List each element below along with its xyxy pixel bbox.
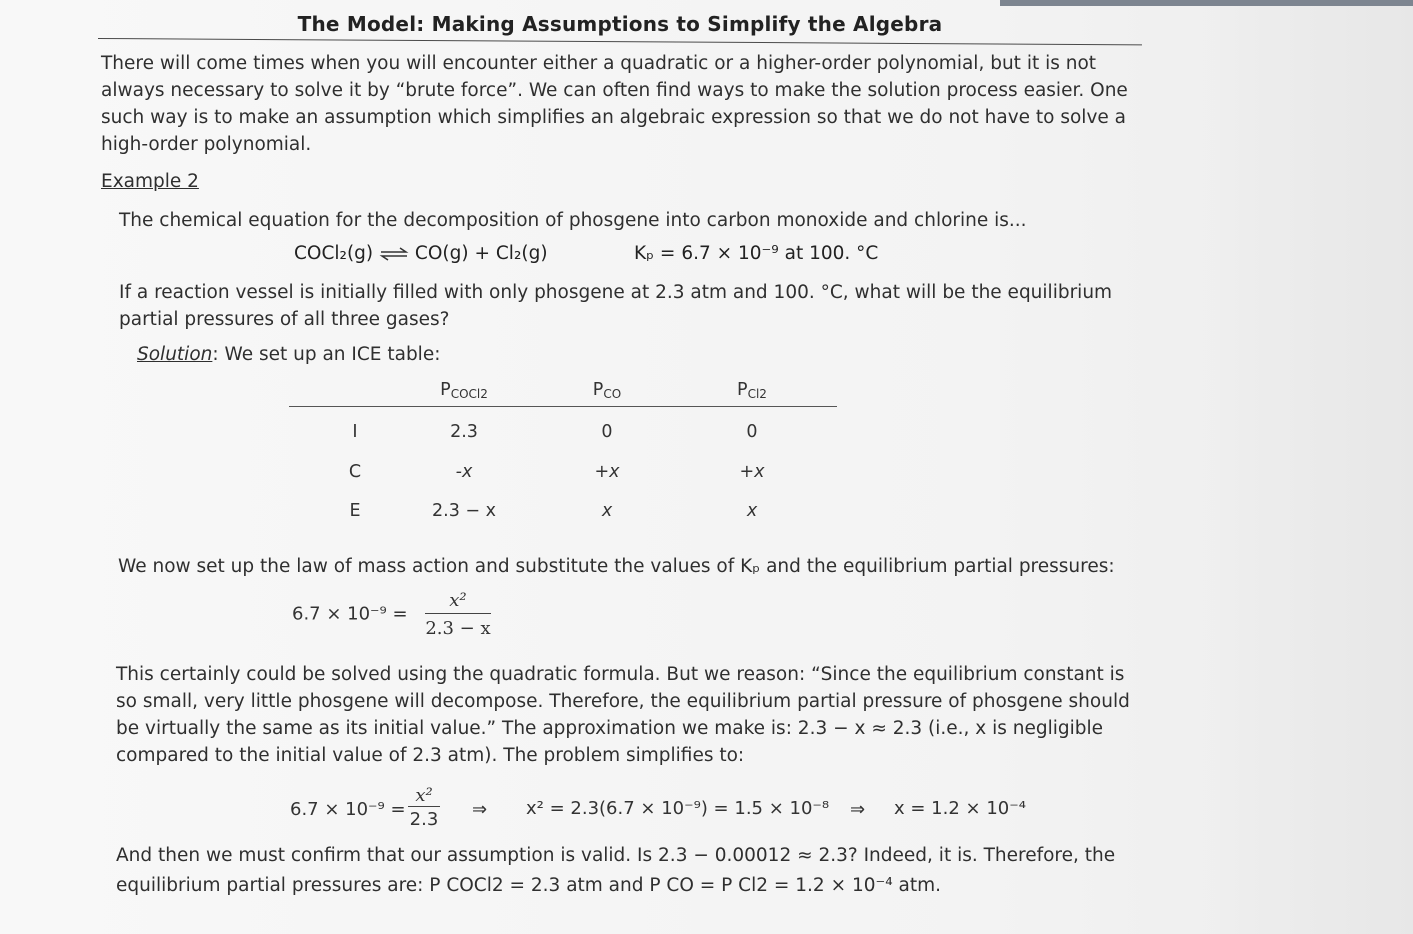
ice-header-pcocl2: $P_{COCl2}$ [440,380,488,401]
mass-action-text: We now set up the law of mass action and substitute the values of Kₚ and the equilibrium partial pressures: [118,556,1115,577]
ice-cell: +x [594,462,620,482]
title-rule [98,38,1142,45]
page-edge-shade [1220,0,1413,934]
denominator: 2.3 − x [425,613,490,639]
ice-header-pcl2: $P_{Cl2}$ [737,380,767,401]
plus-sign: + [474,243,490,264]
ice-cell: +x [739,462,765,482]
fraction [425,590,490,639]
implies-arrow: ⇒ [850,799,866,820]
page-title: The Model: Making Assumptions to Simplify the Algebra [297,12,943,36]
solution-label: Solution [137,344,213,365]
ice-cell: -x [455,462,473,482]
kp-value: Kₚ = 6.7 × 10⁻⁹ at 100. °C [634,243,879,264]
simplified-fraction [408,785,440,830]
simplified-equation [290,785,1050,835]
numerator: x² [415,785,433,806]
chemical-equation-intro: The chemical equation for the decomposition of phosgene into carbon monoxide and chlorine is... [119,210,1027,231]
product-co: CO(g) [414,243,469,264]
example-heading: Example 2 [101,171,199,192]
ice-cell: 2.3 − x [432,501,496,521]
intro-paragraph: There will come times when you will encounter either a quadratic or a higher-order polynomial, but it is not always necessary to solve it by “brute force”. We can often find ways to make the solution process easier. One such way is to make an assumption which simplifies an algebraic expression so that we do not have to solve a high-order polynomial. [101,53,1128,155]
solution-line [137,341,440,368]
kp-expression: 6.7 × 10⁻⁹ = [292,603,408,625]
chemical-equation [294,243,548,264]
ice-cell: 0 [746,422,758,442]
x-result: x = 1.2 × 10⁻⁴ [894,798,1026,819]
ice-cell: x [601,501,613,521]
ice-header-rule [289,406,837,407]
product-cl2: Cl₂(g) [495,243,548,264]
ice-cell: 0 [601,422,613,442]
simplified-lhs: 6.7 × 10⁻⁹ = [290,799,406,820]
mass-action-equation [292,590,491,639]
conclusion-paragraph: And then we must confirm that our assumption is valid. Is 2.3 − 0.00012 ≈ 2.3? Indeed, it is. Therefore, the equilibrium partial pressures are: P COCl2 = 2.3 atm and P CO = P Cl2 = 1.2 × 10⁻⁴ atm. [116,845,1116,896]
reasoning-paragraph: This certainly could be solved using the quadratic formula. But we reason: “Since the equilibrium constant is so small, very little phosgene will decompose. Therefore, the equilibrium partial pressure of phosgene should be virtually the same as its initial value.” The approximation we make is: 2.3 − x ≈ 2.3 (i.e., x is negligible compared to the initial value of 2.3 atm). The problem simplifies to: [116,664,1130,766]
reactant: COCl₂(g) [294,243,374,264]
ice-row-label: I [352,422,358,442]
denominator: 2.3 [408,806,440,830]
window-top-bar [1000,0,1413,6]
ice-row-label: E [349,501,361,521]
question-text: If a reaction vessel is initially filled with only phosgene at 2.3 atm and 100. °C, what will be the equilibrium partial pressures of all three gases? [119,282,1113,330]
title-wrap [98,12,1142,36]
ice-header-pco: $P_{CO}$ [592,380,622,401]
ice-cell: 2.3 [450,422,478,442]
x-squared-result: x² = 2.3(6.7 × 10⁻⁹) = 1.5 × 10⁻⁸ [526,798,830,819]
ice-row-label: C [348,462,362,482]
solution-text: : We set up an ICE table: [212,344,441,365]
numerator: x² [449,590,467,611]
ice-cell: x [746,501,758,521]
implies-arrow: ⇒ [472,799,488,820]
equilibrium-arrow-icon [379,247,409,261]
